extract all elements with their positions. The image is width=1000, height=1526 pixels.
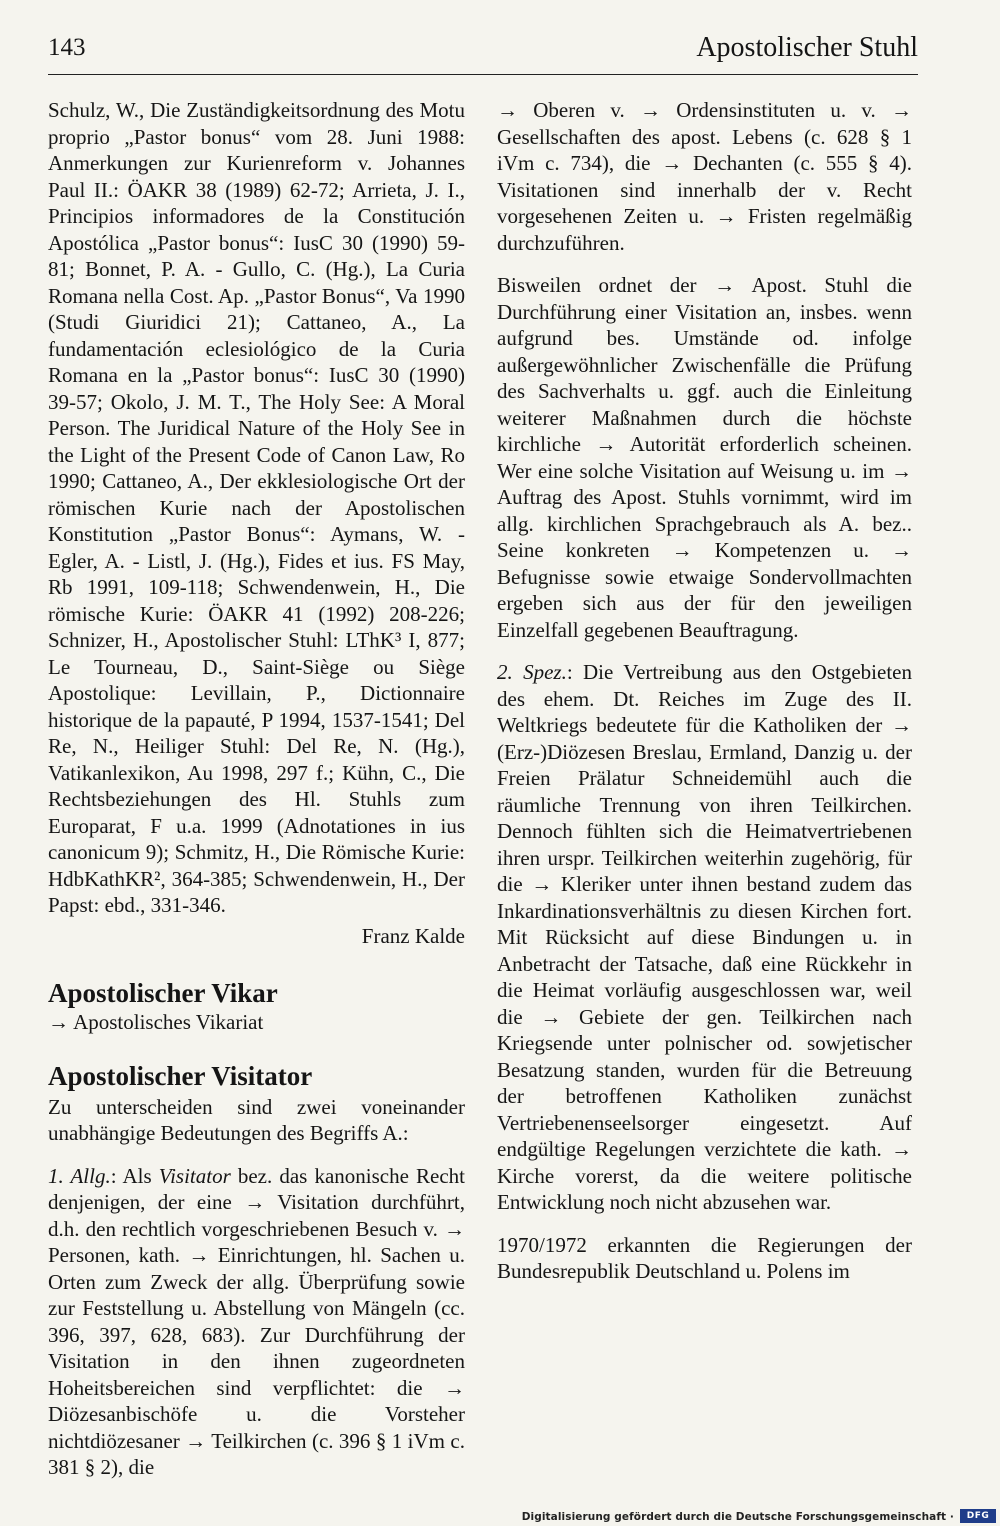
- spez-text: : Die Vertreibung aus den Ostgebieten des ehem. Dt. Reiches im Zuge des II. Weltkriegs bedeutete für die Katholiken der → (Erz-)Diözesen Breslau, Ermland, Danzig u. der Freien Prälatur Schneidemühl auch die räumliche Trennung von ihren Teilkirchen. Dennoch fühlten sich die Heimatvertriebenen ihren urspr. Teilkirchen weiterhin zugehörig, für die → Kleriker unter ihnen bestand zudem das Inkardinationsverhältnis zu diesen Kirchen fort. Mit Rücksicht auf diese Bindungen u. in Anbetracht der Tatsache, daß eine Rückkehr in die Heimat vorläufig ausgeschlossen war, weil die → Gebiete der gen. Teilkirchen nach Kriegsende unter polnischer od. sowjetischer Besatzung standen, wurden für die Betreuung der betroffenen Katholiken zunächst Vertriebenenseelsorger eingesetzt. Auf endgültige Regelungen verzichtete die kath. → Kirche vorerst, da die weitere politische Entwicklung noch nicht abzusehen war.: [497, 660, 912, 1214]
- author-signature: Franz Kalde: [361, 923, 465, 948]
- right-paragraph-1: → Oberen v. → Ordensinstituten u. v. → Gesellschaften des apost. Lebens (c. 628 § 1 iVm c. 734), die → Dechanten (c. 555 § 4). Visitationen sind innerhalb der v. Recht vorgesehenen Zeiten u. → Fristen regelmäßig durchzuführen.: [497, 98, 912, 255]
- allg-text: bez. das kanonische Recht denjenigen, der eine → Visitation durchführt, d.h. den rechtlich vorgeschriebenen Besuch v. → Personen, kath. → Einrichtungen, hl. Sachen u. Orten zum Zweck der allg. Überprüfung sowie zur Feststellung u. Abstellung von Mängeln (cc. 396, 397, 628, 683). Zur Durchführung der Visitation in den ihnen zugeordneten Hoheitsbereichen sind verpflichtet: die → Diözesanbischöfe u. die Vorsteher nichtdiözesaner → Teilkirchen (c. 396 § 1 iVm c. 381 § 2), die: [48, 1163, 465, 1479]
- page-header: [48, 30, 918, 75]
- running-head: Apostolischer Stuhl: [696, 32, 918, 63]
- right-paragraph-4: 1970/1972 erkannten die Regierungen der Bundesrepublik Deutschland u. Polens im: [497, 1232, 912, 1283]
- entry-title-vikar: Apostolischer Vikar: [48, 978, 278, 1008]
- left-column: [48, 97, 465, 1481]
- bibliography-paragraph: Schulz, W., Die Zuständigkeitsordnung des Motu proprio „Pastor bonus“ vom 28. Juni 1988: Anmerkungen zur Kurienreform v. Johannes Paul II.: ÖAKR 38 (1989) 62-72; Arrieta, J. I., Principios informadores de la Constitución Apostólica „Pastor bonus“: IusC 30 (1990) 59-81; Bonnet, P. A. - Gullo, C. (Hg.), La Curia Romana nella Cost. Ap. „Pastor Bonus“, Va 1990 (Studi Giuridici 21); Cattaneo, A., La fundamentación eclesiológico de la Curia Romana en la „Pastor bonus“: IusC 30 (1990) 39-57; Okolo, J. M. T., The Holy See: A Moral Person. The Juridical Nature of the Holy See in the Light of the Present Code of Canon Law, Ro 1990; Cattaneo, A., Der ekklesiologische Ort der römischen Kurie nach der Apostolischen Konstitution „Pastor Bonus“: Aymans, W. - Egler, A. - Listl, J. (Hg.), Fides et ius. FS May, Rb 1991, 109-118; Schwendenwein, H., Die römische Kurie: ÖAKR 41 (1992) 208-226; Schnizer, H., Apostolischer Stuhl: LThK³ I, 877; Le Tourneau, D., Saint-Siège ou Siège Apostolique: Levillain, P., Dictionnaire historique de la papauté, P 1994, 1537-1541; Del Re, N., Heiliger Stuhl: Del Re, N. (Hg.), Vatikanlexikon, Au 1998, 297 f.; Kühn, C., Die Rechtsbeziehungen des Hl. Stuhls zum Europarat, F u.a. 1999 (Adnotationes in ius canonicum 9); Schmitz, H., Die Römische Kurie: HdbKathKR², 364-385; Schwendenwein, H., Der Papst: ebd., 331-346.: [48, 98, 465, 917]
- cross-reference: → Apostolisches Vikariat: [48, 1010, 264, 1034]
- entry-title-visitator: Apostolischer Visitator: [48, 1060, 313, 1091]
- section-label-spez: 2. Spez.: [497, 660, 567, 684]
- term-visitator: Visitator: [158, 1163, 231, 1188]
- section-label-allg: 1. Allg.: [48, 1163, 111, 1188]
- right-column: [497, 97, 912, 1285]
- section-allg-paragraph: [48, 1163, 465, 1481]
- dfg-logo: DFG: [960, 1509, 996, 1523]
- section-spez-paragraph: [497, 659, 912, 1216]
- digitization-note: Digitalisierung gefördert durch die Deutsche Forschungsgemeinschaft ·: [521, 1511, 954, 1523]
- allg-colon: : Als: [110, 1163, 159, 1188]
- page-number: 143: [48, 34, 86, 61]
- entry-intro: Zu unterscheiden sind zwei voneinander unabhängige Bedeutungen des Begriffs A.:: [48, 1094, 465, 1145]
- right-paragraph-2: Bisweilen ordnet der → Apost. Stuhl die Durchführung einer Visitation an, insbes. wenn aufgrund bes. Umstände od. infolge außergewöhnlicher Zwischenfälle die Prüfung des Sachverhalts u. ggf. auch die Einleitung weiterer Maßnahmen durch die höchste kirchliche → Autorität erforderlich scheinen. Wer eine solche Visitation auf Weisung u. im → Auftrag des Apost. Stuhls vornimmt, wird im allg. kirchlichen Sprachgebrauch als A. bez.. Seine konkreten → Kompetenzen u. → Befugnisse sowie etwaige Sondervollmachten ergeben sich aus der für den jeweiligen Einzelfall gegebenen Beauftragung.: [497, 273, 912, 642]
